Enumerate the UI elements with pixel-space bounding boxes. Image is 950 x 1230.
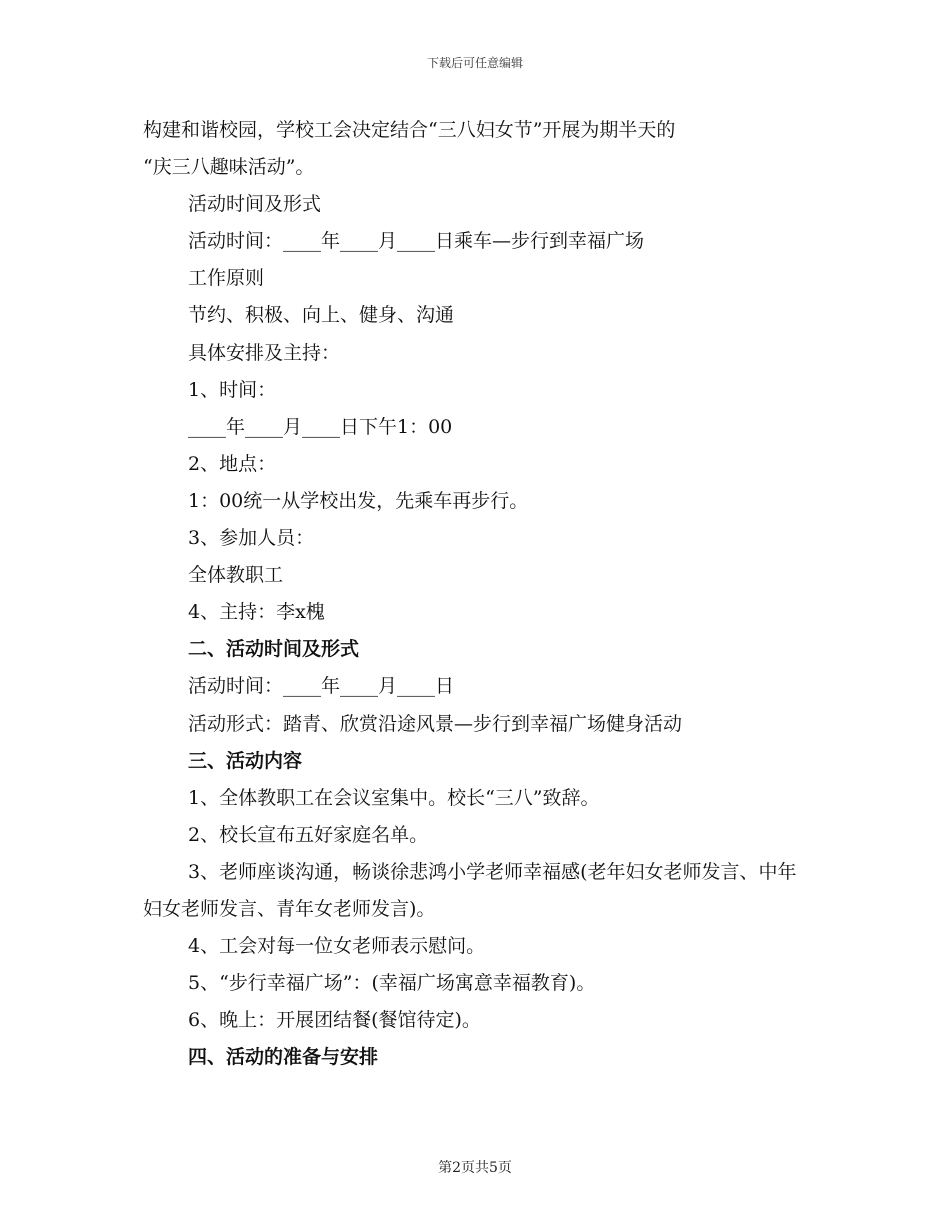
paragraph-line: 活动形式：踏青、欣赏沿途风景—步行到幸福广场健身活动 <box>188 712 683 735</box>
page-header-note: 下载后可任意编辑 <box>426 56 523 70</box>
section-heading: 二、活动时间及形式 <box>188 638 360 661</box>
list-item: 2、地点： <box>188 452 277 475</box>
section-subheading: 活动时间及形式 <box>188 193 322 216</box>
list-item: 5、“步行幸福广场”：(幸福广场寓意幸福教育)。 <box>188 972 596 995</box>
paragraph-line: 全体教职工 <box>188 564 284 587</box>
section-heading: 四、活动的准备与安排 <box>188 1046 379 1069</box>
list-item: 1、时间： <box>188 378 277 401</box>
list-item: 3、老师座谈沟通，畅谈徐悲鸿小学老师幸福感(老年妇女老师发言、中年妇女老师发言、青年女老师发言)。 <box>143 860 797 920</box>
list-item: 4、主持：李x槐 <box>188 601 325 624</box>
paragraph-line: 1：00统一从学校出发，先乘车再步行。 <box>188 489 529 512</box>
list-item: 6、晚上：开展团结餐(餐馆待定)。 <box>188 1009 481 1032</box>
paragraph-line: 具体安排及主持： <box>188 341 341 364</box>
list-item: 1、全体教职工在会议室集中。校长“三八”致辞。 <box>188 786 600 809</box>
list-item: 3、参加人员： <box>188 527 315 550</box>
section-subheading: 工作原则 <box>188 267 265 290</box>
list-item: 2、校长宣布五好家庭名单。 <box>188 823 429 846</box>
list-item: 4、工会对每一位女老师表示慰问。 <box>188 935 486 958</box>
section-heading: 三、活动内容 <box>188 749 303 772</box>
paragraph-line: ____年____月____日下午1：00 <box>188 415 453 438</box>
paragraph-line: 构建和谐校园，学校工会决定结合“三八妇女节”开展为期半天的 <box>143 119 676 141</box>
paragraph-line: 活动时间：____年____月____日乘车—步行到幸福广场 <box>188 230 645 253</box>
page-number: 第2页共5页 <box>438 1160 512 1176</box>
paragraph-line: 节约、积极、向上、健身、沟通 <box>188 304 455 327</box>
paragraph-line: “庆三八趣味活动”。 <box>143 156 315 179</box>
document-body <box>143 112 808 1076</box>
paragraph-line: 活动时间：____年____月____日 <box>188 675 455 698</box>
